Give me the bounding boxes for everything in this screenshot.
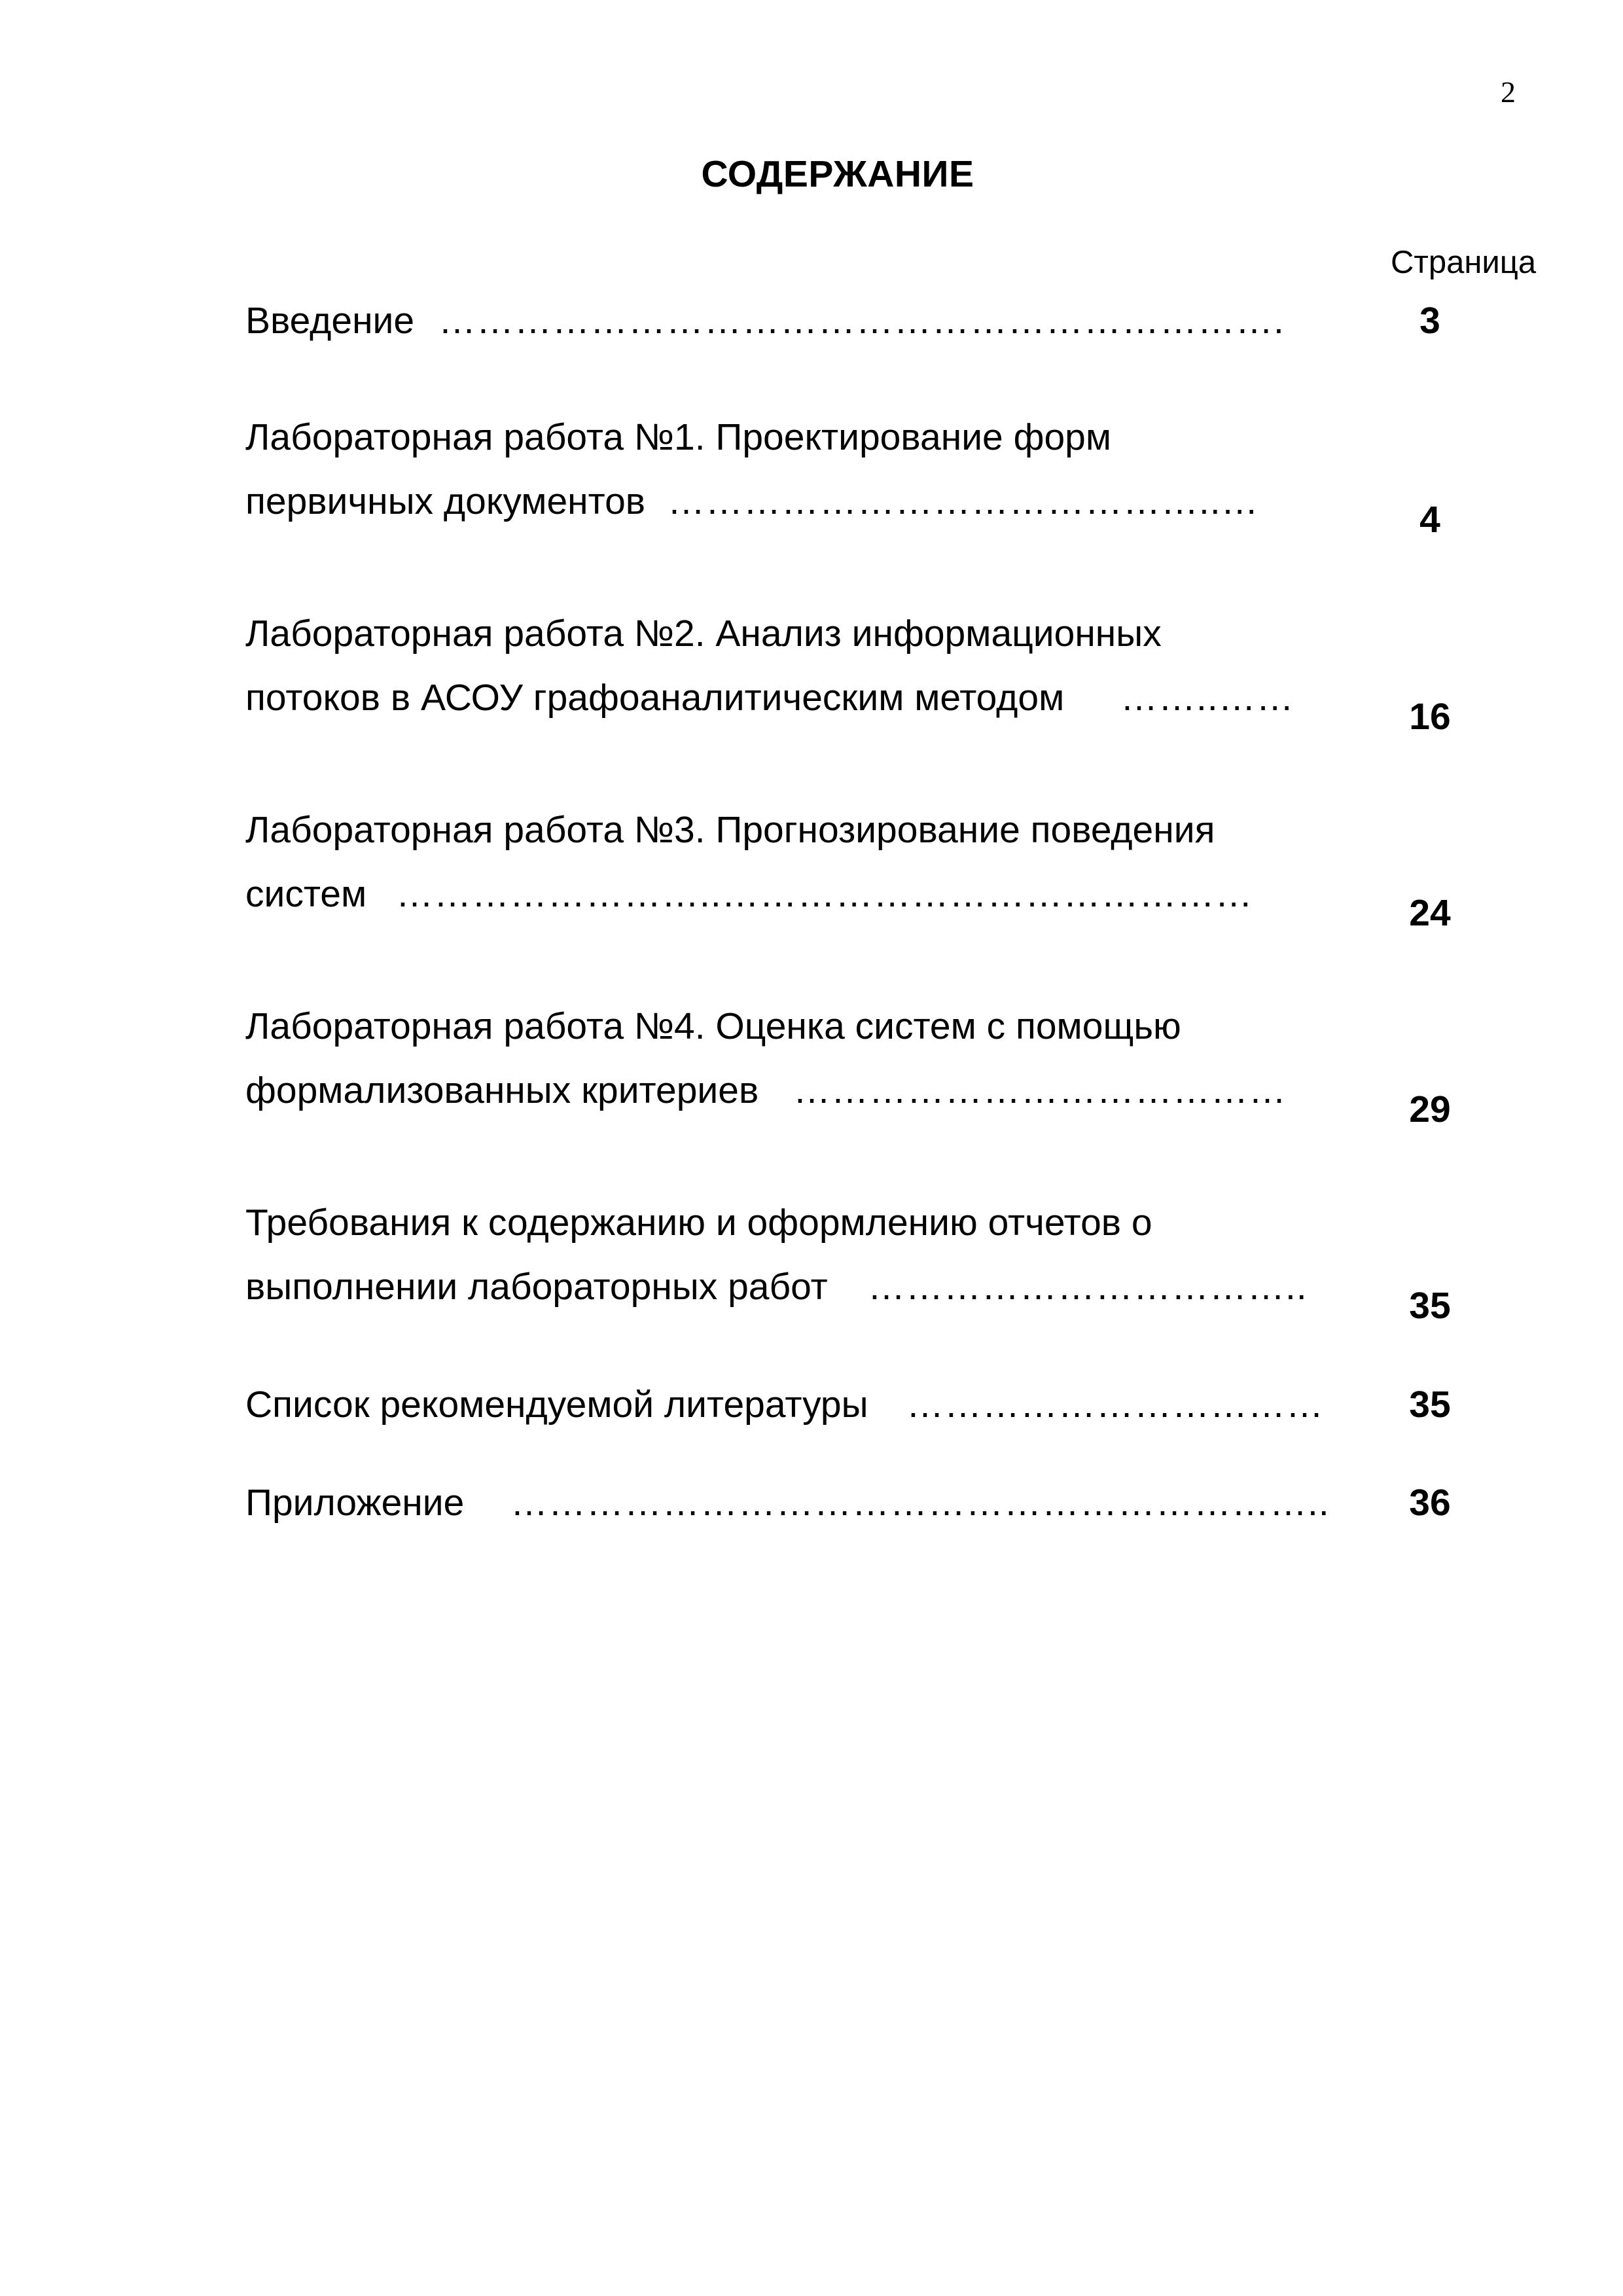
toc-entry-page: 29 bbox=[1409, 1088, 1451, 1130]
toc-entry-dots: ……………………………………………………….. bbox=[510, 1482, 1330, 1524]
toc-entry-dots: ……………………..…………………………………… bbox=[396, 873, 1253, 915]
toc-entry-title-line-1: Требования к содержанию и оформлению отчетов о bbox=[245, 1202, 1152, 1244]
toc-entry-title-line-2: первичных документов bbox=[245, 480, 646, 522]
toc-entry-dots: …………………………………………………………. bbox=[438, 300, 1285, 342]
toc-entry-title-line-1: Лабораторная работа №2. Анализ информационных bbox=[245, 613, 1162, 655]
toc-entry-title-line-1: Приложение bbox=[245, 1482, 465, 1524]
page-number: 2 bbox=[1501, 75, 1516, 109]
toc-entry-dots: …………………………….. bbox=[868, 1266, 1308, 1308]
toc-entry-page: 35 bbox=[1409, 1285, 1451, 1327]
toc-entry-title-line-2: потоков в АСОУ графоаналитическим методом bbox=[245, 677, 1065, 719]
toc-entry-title-line-2: выполнении лабораторных работ bbox=[245, 1266, 828, 1308]
toc-entry-title-line-1: Лабораторная работа №4. Оценка систем с помощью bbox=[245, 1005, 1181, 1047]
toc-entry-dots: ……………………………………..… bbox=[668, 480, 1259, 522]
toc-entry-dots: …………………………… bbox=[906, 1384, 1324, 1426]
toc-entry-page: 24 bbox=[1409, 892, 1451, 934]
toc-entry-page: 16 bbox=[1409, 696, 1451, 738]
page-column-header: Страница bbox=[1391, 245, 1537, 280]
toc-entry-dots: ……..…… bbox=[1120, 677, 1294, 719]
page-title: СОДЕРЖАНИЕ bbox=[701, 153, 974, 195]
toc-entry-page: 35 bbox=[1409, 1384, 1451, 1426]
toc-entry-title-line-1: Введение bbox=[245, 300, 415, 342]
toc-entry-dots: ………………………………… bbox=[793, 1069, 1287, 1111]
toc-entry-page: 36 bbox=[1409, 1482, 1451, 1524]
toc-entry-title-line-1: Лабораторная работа №3. Прогнозирование поведения bbox=[245, 809, 1215, 851]
toc-entry-title-line-2: формализованных критериев bbox=[245, 1069, 759, 1111]
toc-entry-page: 4 bbox=[1419, 499, 1440, 541]
toc-entry-page: 3 bbox=[1419, 300, 1440, 342]
toc-entry-title-line-1: Лабораторная работа №1. Проектирование форм bbox=[245, 416, 1112, 458]
toc-entry-title-line-1: Список рекомендуемой литературы bbox=[245, 1384, 868, 1426]
toc-entry-title-line-2: систем bbox=[245, 873, 367, 915]
